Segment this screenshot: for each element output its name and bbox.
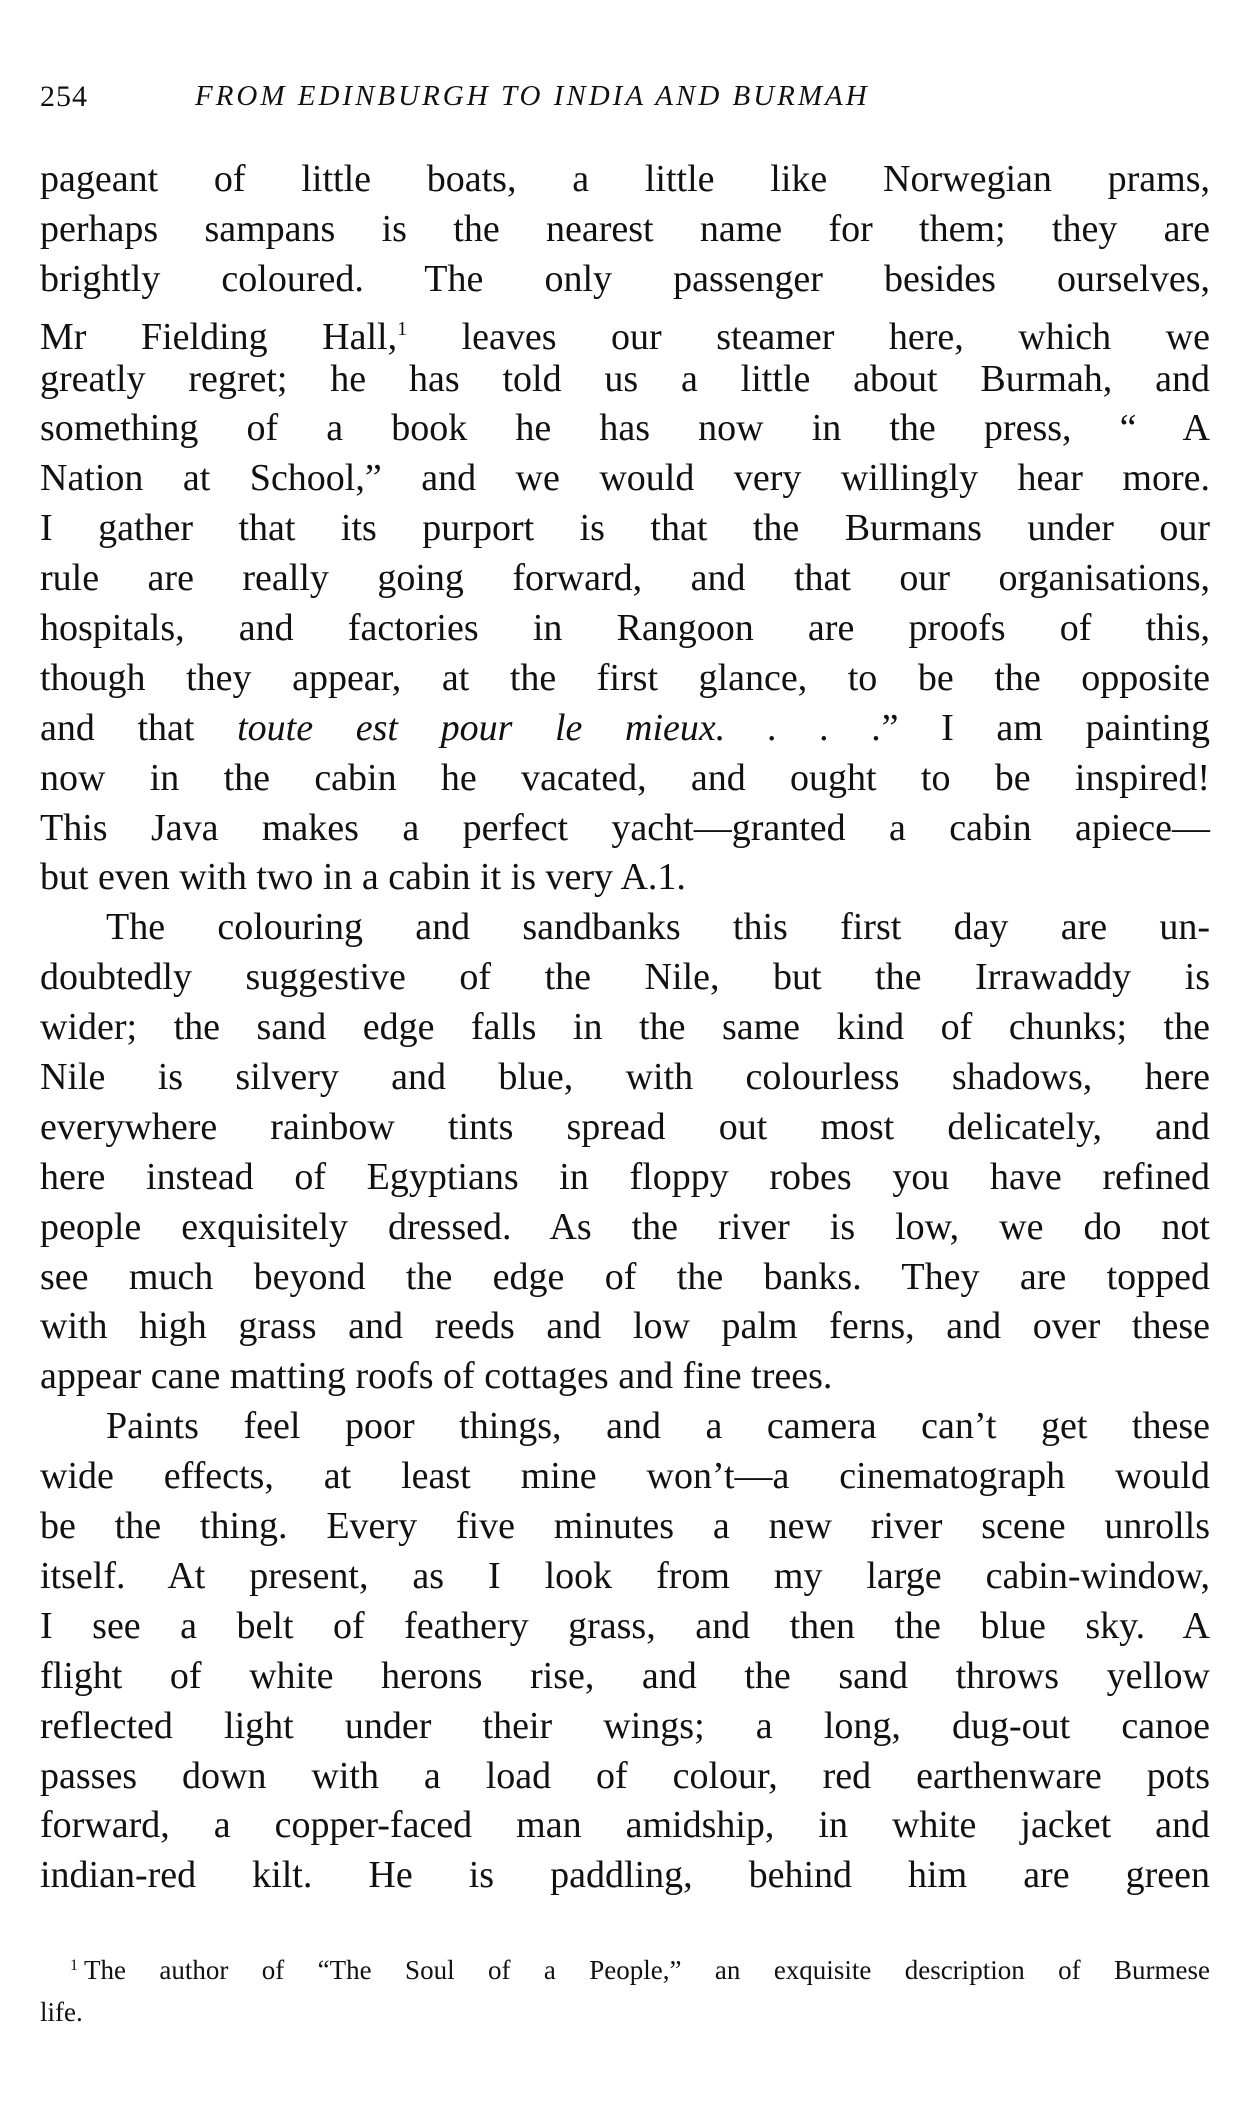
italic-phrase: toute est pour le mieux. . . .: [237, 706, 882, 749]
footnote-marker: 1: [70, 1957, 78, 1974]
text-line: greatly regret; he has told us a little about Burmah, and: [40, 357, 1210, 400]
text-line: passes down with a load of colour, red earthenware pots: [40, 1754, 1210, 1797]
text-line: flight of white herons rise, and the sand throws yellow: [40, 1654, 1210, 1697]
text-line: forward, a copper-faced man amidship, in white jacket and: [40, 1804, 1210, 1847]
footnote-line: life.: [40, 1997, 83, 2027]
text-line: I see a belt of feathery grass, and then the blue sky. A: [40, 1604, 1210, 1647]
text-line: rule are really going forward, and that our organisations,: [40, 557, 1210, 600]
text-line: perhaps sampans is the nearest name for them; they are: [40, 207, 1210, 250]
text-line: everywhere rainbow tints spread out most delicately, and: [40, 1105, 1210, 1148]
text-line: now in the cabin he vacated, and ought to be inspired!: [40, 756, 1210, 799]
body-text: [40, 155, 1210, 1901]
text-line: The colouring and sandbanks this first day are un-: [106, 906, 1210, 949]
text-line: itself. At present, as I look from my large cabin-window,: [40, 1554, 1210, 1597]
text-line: see much beyond the edge of the banks. They are topped: [40, 1255, 1210, 1298]
text-line: wider; the sand edge falls in the same kind of chunks; the: [40, 1006, 1210, 1049]
text-line: hospitals, and factories in Rangoon are proofs of this,: [40, 607, 1210, 650]
text-line: I gather that its purport is that the Burmans under our: [40, 507, 1210, 550]
text-segment: and that: [40, 706, 195, 749]
text-segment: Mr Fielding Hall,: [40, 315, 398, 358]
text-segment: ” I am painting: [881, 706, 1211, 749]
text-line: with high grass and reeds and low palm ferns, and over these: [40, 1305, 1210, 1348]
page-number: 254: [40, 80, 88, 113]
text-line: brightly coloured. The only passenger besides ourselves,: [40, 257, 1210, 300]
page-header: [40, 80, 1210, 120]
text-line: though they appear, at the first glance, to be the opposite: [40, 656, 1210, 699]
text-line: people exquisitely dressed. As the river is low, we do not: [40, 1205, 1210, 1248]
text-line: here instead of Egyptians in floppy robes you have refined: [40, 1155, 1210, 1198]
text-line: [40, 305, 1210, 358]
footnote-line: [40, 1945, 1210, 1991]
text-line: pageant of little boats, a little like Norwegian prams,: [40, 158, 1210, 200]
text-line: Paints feel poor things, and a camera can’t get these: [106, 1405, 1210, 1448]
text-line: but even with two in a cabin it is very A.1.: [40, 856, 686, 899]
text-segment: leaves our steamer here, which we: [407, 315, 1210, 358]
running-title: FROM EDINBURGH TO INDIA AND BURMAH: [195, 80, 870, 112]
text-line: [40, 704, 1210, 754]
footnote-reference: 1: [397, 317, 408, 340]
footnote-text: The author of “The Soul of a People,” an exquisite description of Burmese: [84, 1955, 1210, 1985]
text-line: be the thing. Every five minutes a new river scene unrolls: [40, 1505, 1210, 1548]
text-line: wide effects, at least mine won’t—a cinematograph would: [40, 1455, 1210, 1498]
footnote: [40, 1945, 1210, 2033]
text-line: Nation at School,” and we would very willingly hear more.: [40, 457, 1210, 500]
text-line: reflected light under their wings; a long, dug-out canoe: [40, 1704, 1210, 1747]
text-line: This Java makes a perfect yacht—granted a cabin apiece—: [40, 806, 1210, 849]
text-line: something of a book he has now in the press, “ A: [40, 407, 1210, 450]
text-line: doubtedly suggestive of the Nile, but the Irrawaddy is: [40, 956, 1210, 999]
text-line: indian-red kilt. He is paddling, behind him are green: [40, 1854, 1210, 1897]
text-line: Nile is silvery and blue, with colourless shadows, here: [40, 1056, 1210, 1099]
text-line: appear cane matting roofs of cottages and fine trees.: [40, 1355, 833, 1398]
